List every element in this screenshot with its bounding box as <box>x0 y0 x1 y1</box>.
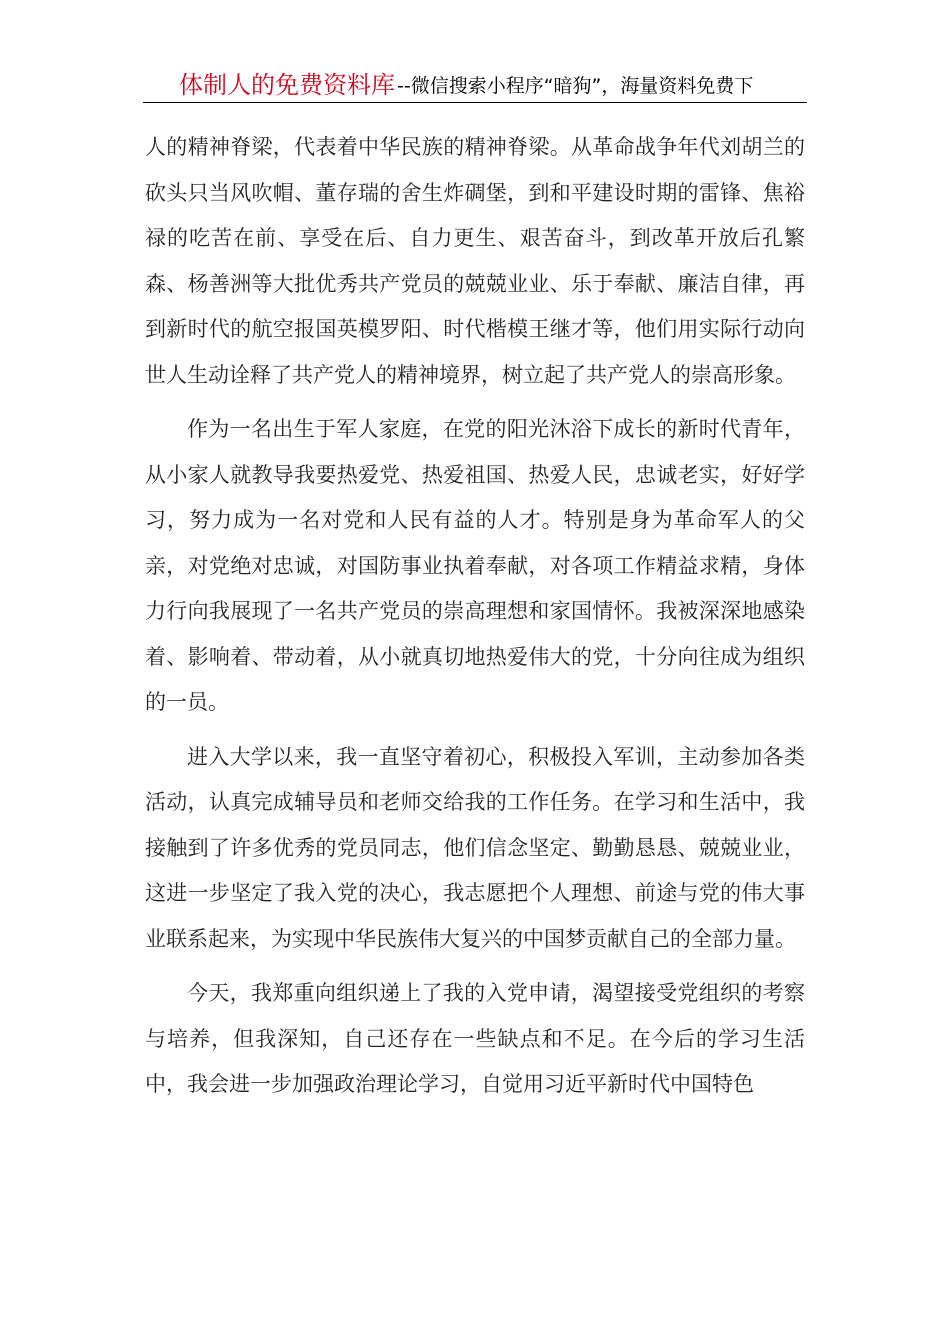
paragraph-1: 人的精神脊梁，代表着中华民族的精神脊梁。从革命战争年代刘胡兰的砍头只当风吹帽、董存瑞的舍生炸碉堡，到和平建设时期的雷锋、焦裕禄的吃苦在前、享受在后、自力更生、艰苦奋斗，到改革开放后孔繁森、杨善洲等大批优秀共产党员的兢兢业业、乐于奉献、廉洁自律，再到新时代的航空报国英模罗阳、时代楷模王继才等，他们用实际行动向世人生动诠释了共产党人的精神境界，树立起了共产党人的崇高形象。 <box>145 135 805 387</box>
paragraph-3: 进入大学以来，我一直坚守着初心，积极投入军训，主动参加各类活动，认真完成辅导员和老师交给我的工作任务。在学习和生活中，我接触到了许多优秀的党员同志，他们信念坚定、勤勤恳恳、兢兢业业，这进一步坚定了我入党的决心，我志愿把个人理想、前途与党的伟大事业联系起来，为实现中华民族伟大复兴的中国梦贡献自己的全部力量。 <box>145 744 805 951</box>
header-tagline: --微信搜索小程序“暗狗”，海量资料免费下 <box>397 75 754 97</box>
paragraph-4: 今天，我郑重向组织递上了我的入党申请，渴望接受党组织的考察与培养，但我深知，自己还存在一些缺点和不足。在今后的学习生活中，我会进一步加强政治理论学习，自觉用习近平新时代中国特色 <box>145 981 805 1096</box>
page-header <box>143 68 807 103</box>
header-brand: 体制人的免费资料库 <box>179 71 395 99</box>
paragraph-2: 作为一名出生于军人家庭，在党的阳光沐浴下成长的新时代青年，从小家人就教导我要热爱党、热爱祖国、热爱人民，忠诚老实，好好学习，努力成为一名对党和人民有益的人才。特别是身为革命军人的父亲，对党绝对忠诚，对国防事业执着奉献，对各项工作精益求精，身体力行向我展现了一名共产党员的崇高理想和家国情怀。我被深深地感染着、影响着、带动着，从小就真切地热爱伟大的党，十分向往成为组织的一员。 <box>145 417 805 714</box>
document-body <box>145 125 805 1117</box>
